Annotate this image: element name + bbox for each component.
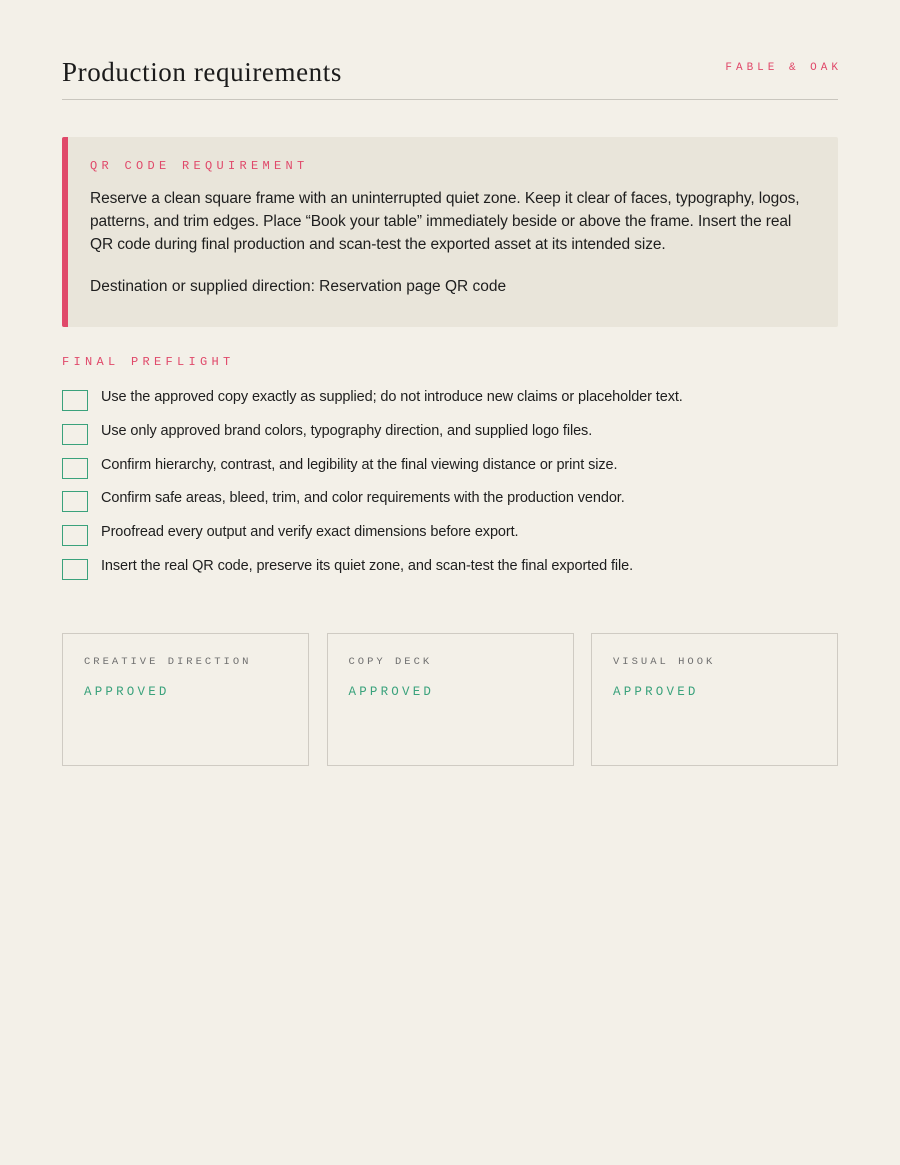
- checkbox[interactable]: [62, 458, 88, 479]
- checkbox[interactable]: [62, 390, 88, 411]
- checkbox[interactable]: [62, 525, 88, 546]
- approval-card-copy-deck: [327, 633, 574, 766]
- approval-cards: [62, 633, 838, 766]
- brand-name: FABLE & OAK: [725, 62, 842, 74]
- checklist-item: [62, 522, 683, 556]
- checkbox[interactable]: [62, 559, 88, 580]
- checklist-item-text: Use the approved copy exactly as supplied; do not introduce new claims or placeholder text.: [101, 389, 683, 405]
- final-preflight-label: FINAL PREFLIGHT: [62, 355, 235, 369]
- qr-requirement-label: QR CODE REQUIREMENT: [90, 159, 309, 173]
- checkbox[interactable]: [62, 424, 88, 445]
- approval-card-label: CREATIVE DIRECTION: [84, 656, 252, 668]
- checklist-item-text: Use only approved brand colors, typography direction, and supplied logo files.: [101, 422, 593, 439]
- checklist-item-text: Proofread every output and verify exact dimensions before export.: [101, 524, 519, 541]
- qr-requirement-body: Reserve a clean square frame with an uninterrupted quiet zone. Keep it clear of faces, typography, logos, patterns, and trim edges. Place “Book your table” immediately beside or above the frame. Insert the real QR code during final production and scan-test the exported asset at its intended size.: [90, 190, 800, 253]
- approval-status: APPROVED: [348, 685, 435, 699]
- checklist-item-text: Insert the real QR code, preserve its quiet zone, and scan-test the final exported file.: [101, 557, 634, 574]
- page-title: Production requirements: [62, 57, 342, 87]
- checklist-item-text: Confirm hierarchy, contrast, and legibility at the final viewing distance or print size.: [101, 456, 618, 473]
- checklist-item: [62, 488, 683, 522]
- checklist-item: [62, 455, 683, 489]
- preflight-checklist: [62, 387, 683, 590]
- checklist-item-text: Confirm safe areas, bleed, trim, and color requirements with the production vendor.: [101, 490, 625, 507]
- approval-card-creative-direction: [62, 633, 309, 766]
- checkbox[interactable]: [62, 491, 88, 512]
- approval-status: APPROVED: [84, 685, 170, 699]
- approval-card-visual-hook: [591, 633, 838, 766]
- checklist-item: [62, 387, 683, 421]
- checklist-item: [62, 556, 683, 590]
- qr-requirement-destination: Destination or supplied direction: Reservation page QR code: [90, 278, 507, 295]
- checklist-item: [62, 421, 683, 455]
- page-header: [62, 0, 842, 100]
- qr-requirement-panel: [62, 137, 838, 327]
- approval-card-label: COPY DECK: [348, 656, 433, 668]
- production-requirements-page: [62, 0, 842, 699]
- approval-status: APPROVED: [613, 685, 699, 699]
- approval-card-label: VISUAL HOOK: [613, 656, 716, 668]
